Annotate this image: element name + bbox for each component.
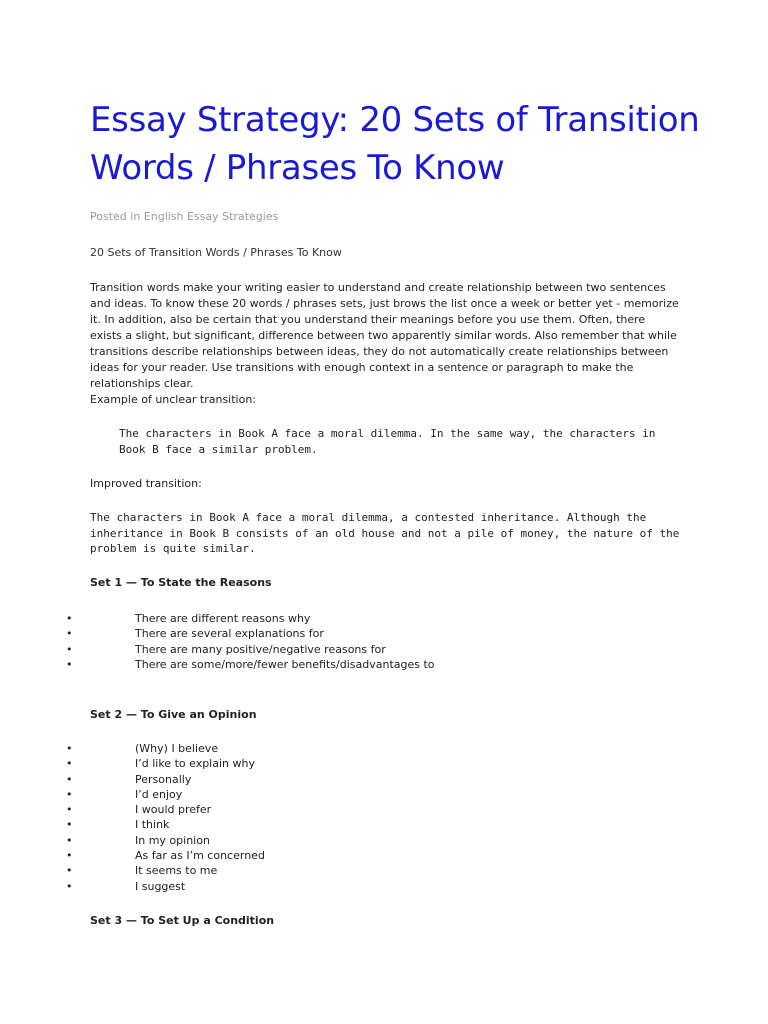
bullet: • (66, 627, 73, 641)
list-item-text: There are several explanations for (135, 627, 324, 641)
bullet: • (66, 742, 73, 755)
unclear-transition-example: The characters in Book A face a moral dilemma. In the same way, the characters in Book B face a similar problem. (119, 427, 663, 456)
list-item (0, 741, 700, 756)
list-item (0, 848, 700, 863)
list-item (0, 787, 700, 802)
list-item (0, 863, 700, 878)
set-2-list (0, 741, 700, 894)
list-item-text: As far as I’m concerned (135, 849, 265, 863)
list-item (0, 802, 700, 817)
set-3-heading: Set 3 — To Set Up a Condition (90, 914, 275, 927)
intro-paragraph: Transition words make your writing easier to understand and create relationship between two sentences and ideas. To know these 20 words / phrases sets, just brows the list once a week or better yet - memorize it. In addition, also be certain that you understand their meanings before you use them. Often, there exists a slight, but significant, difference between two apparently similar words. Also remember that while transitions describe relationships between ideas, they do not automatically create relationships between ideas for your reader. Use transitions with enough context in a sentence or paragraph to make the relationships clear. (90, 281, 679, 390)
improved-transition-label: Improved transition: (90, 477, 202, 490)
list-item (0, 833, 700, 848)
list-item (0, 657, 700, 672)
list-item-text: There are some/more/fewer benefits/disadvantages to (135, 657, 435, 671)
posted-in-line (90, 209, 278, 225)
bullet: • (66, 864, 73, 878)
list-item (0, 772, 700, 787)
bullet: • (66, 803, 73, 817)
improved-transition-example: The characters in Book A face a moral dilemma, a contested inheritance. Although the inheritance in Book B consists of an old house and not a pile of money, the nature of the problem is quite similar. (90, 511, 687, 555)
bullet: • (66, 833, 73, 847)
bullet: • (66, 879, 73, 893)
bullet: • (66, 612, 73, 625)
list-item (0, 626, 700, 641)
bullet: • (66, 787, 73, 801)
list-item-text: I’d like to explain why (135, 757, 255, 771)
bullet: • (66, 772, 73, 786)
bullet: • (66, 818, 73, 832)
bullet: • (66, 642, 73, 656)
list-item (0, 756, 700, 771)
bullet: • (66, 849, 73, 863)
list-item (0, 817, 700, 832)
list-item-text: There are many positive/negative reasons for (135, 642, 386, 656)
list-item-text: (Why) I believe (135, 742, 219, 755)
list-item (0, 879, 700, 894)
set-1-list (0, 611, 700, 672)
list-item (0, 642, 700, 657)
list-item-text: It seems to me (135, 864, 218, 878)
bullet: • (66, 657, 73, 671)
posted-prefix: Posted in (90, 210, 141, 223)
list-item-text: I would prefer (135, 803, 212, 817)
set-2-heading: Set 2 — To Give an Opinion (90, 708, 257, 721)
unclear-transition-label: Example of unclear transition: (90, 393, 257, 406)
list-item-text: There are different reasons why (135, 612, 311, 625)
bullet: • (66, 757, 73, 771)
set-1-heading: Set 1 — To State the Reasons (90, 576, 272, 589)
list-item (0, 611, 700, 626)
article-subtitle: 20 Sets of Transition Words / Phrases To Know (90, 246, 342, 259)
category-link[interactable]: English Essay Strategies (143, 210, 279, 223)
list-item-text: I think (135, 818, 170, 832)
list-item-text: I suggest (135, 879, 186, 893)
article-title: Essay Strategy: 20 Sets of Transition Words / Phrases To Know (90, 100, 700, 188)
list-item-text: Personally (135, 772, 192, 786)
list-item-text: In my opinion (135, 833, 210, 847)
list-item-text: I’d enjoy (135, 787, 183, 801)
